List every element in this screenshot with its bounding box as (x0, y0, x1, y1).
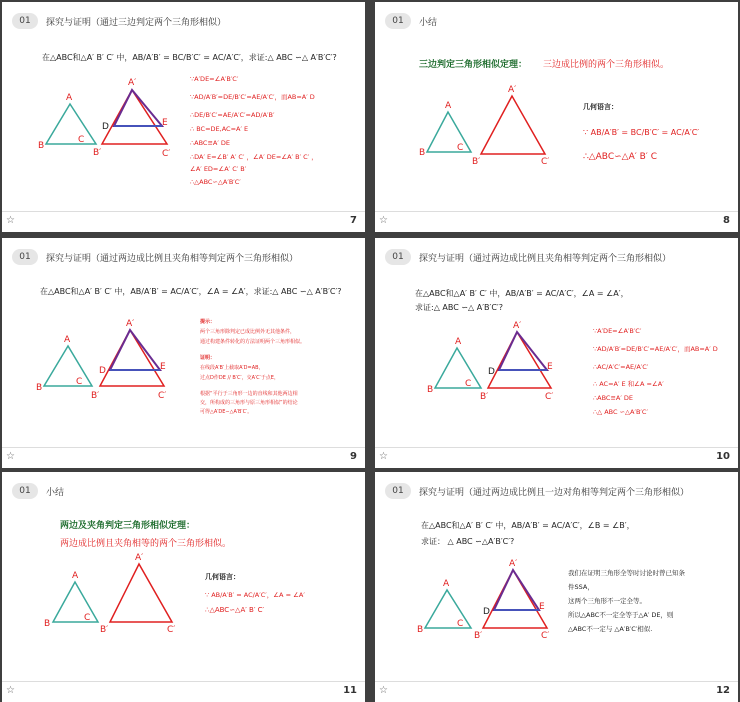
label-B: B (427, 385, 434, 395)
label-D: D (483, 607, 490, 617)
slide-number: 9 (350, 451, 357, 462)
proof-step-1: ∵A′DE=∠A′B′C′ (593, 327, 642, 335)
proof-step-8: ∴△ABC∽△A′B′C′ (190, 178, 241, 186)
geometry-label: 几何语言： (205, 573, 240, 581)
slide-title: 探究与证明（通过两边成比例且夹角相等判定两个三角形相似） (419, 253, 672, 264)
section-badge: 01 (385, 13, 411, 29)
basis-line-3: 可得△A′DE∽△A′B′C′。 (200, 409, 253, 415)
theorem-label: 两边及夹角判定三角形相似定理： (60, 521, 196, 531)
label-B1: B′ (472, 157, 481, 167)
geometry-label: 几何语言： (583, 103, 618, 111)
label-C: C (78, 135, 85, 145)
slide-number: 11 (343, 685, 357, 696)
note-line-5: △ABC不一定与 △A′B′C′相似. (568, 625, 653, 633)
label-A: A (66, 93, 73, 103)
note-line-2: 件SSA， (568, 583, 594, 591)
label-A1: A′ (508, 85, 517, 95)
proof-label: 证明： (200, 355, 216, 361)
slide-footer (2, 211, 365, 232)
slide-9[interactable] (2, 238, 365, 468)
label-D: D (102, 122, 109, 132)
slide-10[interactable] (375, 238, 738, 468)
star-icon[interactable]: ☆ (6, 451, 15, 462)
basis-line-2: 交，所构成的三角形与原三角形相似”的结论 (200, 400, 298, 406)
label-A: A (445, 101, 452, 111)
label-B: B (36, 383, 43, 393)
geometry-line-1: ∵ AB/A′B′ = BC/B′C′ = AC/A′C′ (583, 128, 700, 137)
triangle-diagram (2, 238, 365, 468)
label-B: B (419, 148, 426, 158)
slide-title: 小结 (46, 487, 65, 498)
slide-title: 小结 (419, 17, 438, 28)
slide-title: 探究与证明（通过两边成比例且夹角相等判定两个三角形相似） (46, 253, 299, 264)
triangle-diagram (2, 2, 365, 232)
slide-number: 10 (716, 451, 730, 462)
proof-line-2: 过点D作DE // B′C′，交A′C′于点E， (200, 375, 279, 381)
note-line-4: 所以△ABC不一定全等于△A′ DE，则 (568, 611, 674, 619)
slide-title: 探究与证明（通过两边成比例且一边对角相等判定两个三角形相似） (419, 487, 690, 498)
label-D: D (488, 367, 495, 377)
triangle-diagram (2, 472, 365, 702)
label-A1: A′ (513, 321, 522, 331)
label-A1: A′ (509, 559, 518, 569)
proof-step-6: ∴DA′ E=∠B′ A′ C′ ，∠A′ DE=∠A′ B′ C′ ， (190, 153, 318, 161)
problem-line-1: 在△ABC和△A′ B′ C′ 中，AB/A′B′ = AC/A′C′，∠B = ∠B′， (421, 521, 635, 530)
label-C1: C′ (545, 392, 554, 402)
triangle-diagram (375, 2, 738, 232)
slide-11[interactable] (2, 472, 365, 702)
label-B1: B′ (474, 631, 483, 641)
star-icon[interactable]: ☆ (6, 215, 15, 226)
problem-statement: 在△ABC和△A′ B′ C′ 中，AB/A′B′ = AC/A′C′，∠A = ∠A′，求证:△ ABC ∽△ A′B′C′? (40, 287, 342, 296)
proof-step-6: ∴△ ABC ∽△A′B′C′ (593, 408, 648, 416)
label-C: C (84, 613, 91, 623)
slide-12[interactable] (375, 472, 738, 702)
proof-step-3: ∴AC/A′C′=AE/A′C′ (593, 363, 649, 371)
label-A: A (443, 579, 450, 589)
label-B1: B′ (100, 625, 109, 635)
label-A1: A′ (128, 78, 137, 88)
label-E: E (539, 602, 545, 612)
slide-footer (375, 447, 738, 468)
theorem-text: 两边成比例且夹角相等的两个三角形相似。 (60, 539, 232, 549)
hint-line-2: 通过构建条件转化的方法证明两个三角形相似。 (200, 339, 306, 345)
label-D: D (99, 366, 106, 376)
label-A: A (64, 335, 71, 345)
label-E: E (547, 362, 553, 372)
slide-number: 8 (723, 215, 730, 226)
label-C1: C′ (162, 149, 171, 159)
label-C1: C′ (541, 631, 550, 641)
label-C1: C′ (167, 625, 176, 635)
label-C: C (457, 619, 464, 629)
star-icon[interactable]: ☆ (379, 685, 388, 696)
slide-footer (375, 681, 738, 702)
proof-step-4: ∴ BC=DE,AC=A′ E (190, 125, 249, 133)
problem-line-2: 求证： △ ABC ∽△A′B′C′? (421, 537, 515, 546)
label-B: B (417, 625, 424, 635)
proof-step-1: ∵A′DE=∠A′B′C′ (190, 75, 239, 83)
star-icon[interactable]: ☆ (6, 685, 15, 696)
label-B1: B′ (480, 392, 489, 402)
proof-step-7: ∠A′ ED=∠A′ C′ B′ (190, 165, 247, 173)
label-A: A (455, 337, 462, 347)
slide-number: 12 (716, 685, 730, 696)
label-B: B (44, 619, 51, 629)
problem-line-1: 在△ABC和△A′ B′ C′ 中，AB/A′B′ = AC/A′C′，∠A = ∠A′， (415, 289, 629, 298)
proof-step-2: ∵AD/A′B′=DE/B′C′=AE/A′C′，而AB=A′ D (190, 93, 315, 101)
slide-8[interactable] (375, 2, 738, 232)
star-icon[interactable]: ☆ (379, 215, 388, 226)
slide-footer (2, 447, 365, 468)
theorem-label: 三边判定三角形相似定理： (419, 60, 528, 70)
label-B1: B′ (91, 391, 100, 401)
note-line-3: 这两个三角形不一定全等。 (568, 597, 646, 605)
proof-step-5: ∴ABC≅A′ DE (593, 394, 634, 402)
label-C1: C′ (541, 157, 550, 167)
star-icon[interactable]: ☆ (379, 451, 388, 462)
geometry-line-1: ∵ AB/A′B′ = AC/A′C′，∠A = ∠A′ (205, 591, 305, 599)
label-A: A (72, 571, 79, 581)
section-badge: 01 (385, 483, 411, 499)
proof-step-2: ∵AD/A′B′=DE/B′C′=AE/A′C′，而AB=A′ D (593, 345, 718, 353)
geometry-line-2: ∴△ABC∽△A′ B′ C (583, 152, 657, 162)
section-badge: 01 (12, 13, 38, 29)
label-A1: A′ (135, 553, 144, 563)
proof-step-5: ∴ABC≅A′ DE (190, 139, 231, 147)
section-badge: 01 (385, 249, 411, 265)
slide-7[interactable] (2, 2, 365, 232)
label-C: C (457, 143, 464, 153)
note-line-1: 我们在证明三角形全等时讨论时曾已知条 (568, 569, 685, 577)
section-badge: 01 (12, 483, 38, 499)
slide-footer (375, 211, 738, 232)
hint-label: 提示： (200, 319, 216, 325)
label-B: B (38, 141, 45, 151)
theorem-text: 三边成比例的两个三角形相似。 (543, 60, 670, 70)
section-badge: 01 (12, 249, 38, 265)
label-E: E (160, 362, 166, 372)
slide-footer (2, 681, 365, 702)
label-B1: B′ (93, 148, 102, 158)
basis-line-1: 根据“平行于三角形一边的直线和其他两边相 (200, 391, 298, 397)
proof-step-3: ∴DE/B′C′=AE/A′C′=AD/A′B′ (190, 111, 275, 119)
label-C: C (465, 379, 472, 389)
triangle-diagram (375, 472, 738, 702)
slide-title: 探究与证明（通过三边判定两个三角形相似） (46, 17, 227, 28)
problem-statement: 在△ABC和△A′ B′ C′ 中，AB/A′B′ = BC/B′C′ = AC/A′C′，求证:△ ABC ∽△ A′B′C′? (42, 53, 337, 62)
slide-number: 7 (350, 215, 357, 226)
problem-line-2: 求证:△ ABC ∽△ A′B′C′? (415, 303, 503, 312)
geometry-line-2: ∴△ABC∽△A′ B′ C′ (205, 606, 265, 614)
proof-step-4: ∴ AC=A′ E 和∠A =∠A′ (593, 380, 664, 388)
proof-line-1: 在线段A′B′上截取A′D=AB， (200, 365, 264, 371)
label-C1: C′ (158, 391, 167, 401)
label-E: E (162, 118, 168, 128)
label-A1: A′ (126, 319, 135, 329)
hint-line-1: 两个三角形除判定已成比例外无其他条件， (200, 329, 296, 335)
label-C: C (76, 377, 83, 387)
